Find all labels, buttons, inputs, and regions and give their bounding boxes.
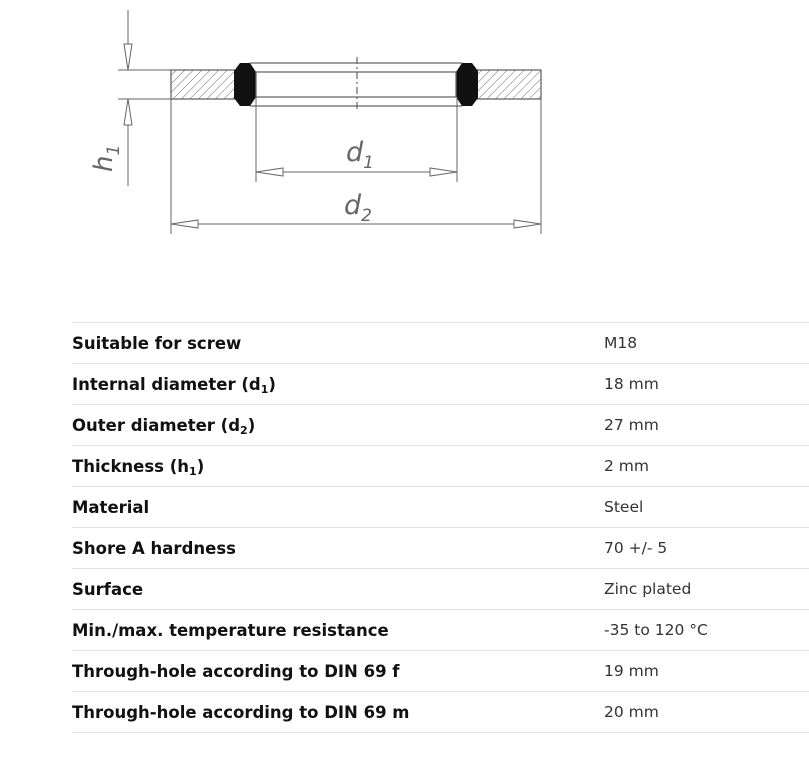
right-metal-section — [474, 70, 541, 99]
spec-label-text: Min./max. temperature resistance — [72, 620, 389, 640]
spec-label — [72, 528, 604, 569]
spec-label-suffix: ) — [196, 456, 205, 476]
spec-label-text: Thickness (h — [72, 456, 190, 476]
spec-label-text: Material — [72, 497, 150, 517]
technical-drawing — [0, 0, 809, 290]
spec-value: -35 to 120 °C — [604, 621, 708, 639]
spec-label-sub: 1 — [260, 382, 269, 396]
spec-label-text: Outer diameter (d — [72, 415, 241, 435]
d1-arrow-right-head — [430, 168, 457, 176]
spec-label-suffix: ) — [247, 415, 256, 435]
spec-row-screw — [72, 323, 809, 364]
spec-value: 70 +/- 5 — [604, 539, 668, 557]
spec-value: M18 — [604, 334, 638, 352]
spec-value: 20 mm — [604, 703, 659, 721]
d2-label-main: d — [344, 190, 362, 221]
spec-row-temperature — [72, 610, 809, 651]
d2-arrow-right-head — [514, 220, 541, 228]
spec-row-through-hole-m — [72, 692, 809, 733]
spec-label-sub: 1 — [189, 464, 197, 478]
d2-arrow-left-head — [171, 220, 198, 228]
spec-row-thickness — [72, 446, 809, 487]
h1-label-sub: 1 — [104, 144, 124, 156]
right-seal-lip — [456, 63, 478, 106]
spec-label-text: Suitable for screw — [72, 333, 242, 353]
h1-arrow-bottom-head — [124, 99, 132, 125]
spec-label-text: Surface — [72, 579, 144, 599]
spec-row-internal-diameter — [72, 364, 809, 405]
spec-label — [72, 692, 604, 733]
spec-label — [72, 405, 604, 446]
left-metal-section — [171, 70, 237, 99]
spec-value: Steel — [604, 498, 644, 516]
spec-row-surface — [72, 569, 809, 610]
spec-row-material — [72, 487, 809, 528]
drawing-svg — [0, 0, 809, 290]
h1-label-group — [89, 145, 124, 172]
spec-label — [72, 610, 604, 651]
d2-label — [344, 190, 372, 226]
spec-label-sub: 2 — [240, 423, 248, 437]
spec-label-text: Internal diameter (d — [72, 374, 261, 394]
spec-label — [72, 446, 604, 487]
h1-arrow-top-head — [124, 44, 132, 70]
spec-value: 18 mm — [604, 375, 659, 393]
spec-row-outer-diameter — [72, 405, 809, 446]
spec-value: 19 mm — [604, 662, 659, 680]
spec-value: 2 mm — [604, 457, 649, 475]
d1-arrow-left-head — [256, 168, 283, 176]
spec-label-text: Shore A hardness — [72, 538, 236, 558]
spec-label-text: Through-hole according to DIN 69 m — [72, 702, 410, 722]
spec-value: Zinc plated — [604, 580, 692, 598]
spec-label — [72, 364, 604, 405]
specification-table — [72, 322, 809, 733]
d1-label-sub: 1 — [363, 153, 374, 173]
spec-row-hardness — [72, 528, 809, 569]
spec-row-through-hole-f — [72, 651, 809, 692]
spec-label — [72, 651, 604, 692]
spec-label — [72, 487, 604, 528]
h1-label — [89, 145, 124, 172]
d1-label-main: d — [346, 137, 364, 168]
spec-label-text: Through-hole according to DIN 69 f — [72, 661, 400, 681]
spec-value: 27 mm — [604, 416, 659, 434]
spec-label — [72, 569, 604, 610]
spec-label — [72, 323, 604, 364]
d2-label-sub: 2 — [361, 206, 372, 226]
h1-label-main: h — [89, 155, 119, 172]
left-seal-lip — [234, 63, 256, 106]
spec-label-suffix: ) — [268, 374, 276, 394]
d1-label — [346, 137, 374, 173]
